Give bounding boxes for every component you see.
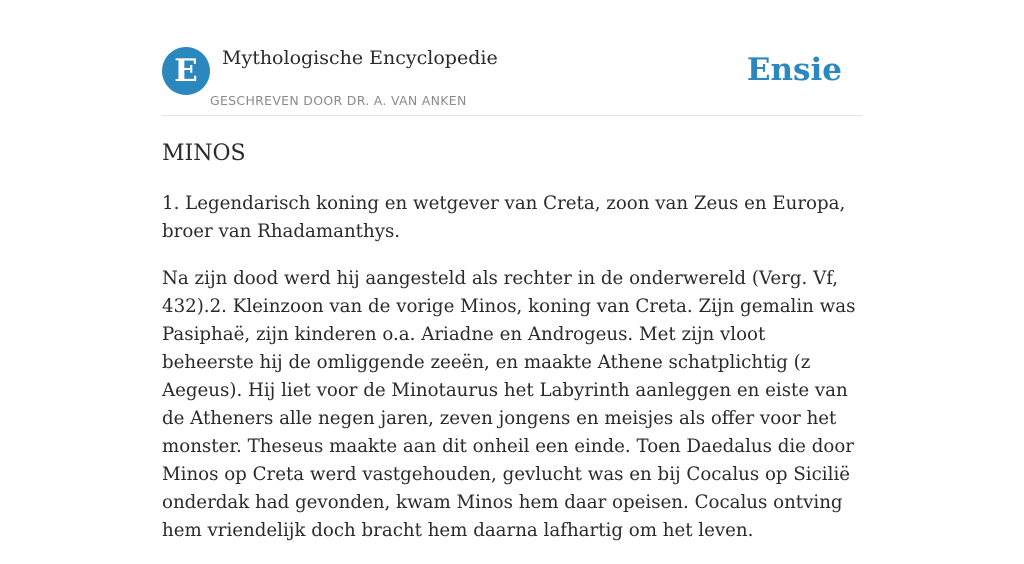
entry-paragraph: 1. Legendarisch koning en wetgever van Creta, zoon van Zeus en Europa, broer van Rhadamanthys. — [162, 193, 846, 242]
header — [162, 46, 862, 116]
entry-title: MINOS — [162, 141, 246, 166]
encyclopedia-logo[interactable]: E — [162, 47, 210, 95]
ensie-brand-logo[interactable]: Ensie — [746, 52, 842, 88]
book-title[interactable]: Mythologische Encyclopedie — [222, 47, 498, 69]
entry-content — [162, 138, 862, 564]
author-line: GESCHREVEN DOOR DR. A. VAN ANKEN — [210, 93, 467, 108]
entry-paragraph: Na zijn dood werd hij aangesteld als rechter in de onderwereld (Verg. Vf, 432).2. Kleinzoon van de vorige Minos, koning van Creta. Zijn gemalin was Pasiphaë, zijn kinderen o.a. Ariadne en Androgeus. Met zijn vloot beheerste hij de omliggende zeeën, en maakte Athene schatplichtig (z Aegeus). Hij liet voor de Minotaurus het Labyrinth aanleggen en eiste van de Atheners alle negen jaren, zeven jongens en meisjes als offer voor het monster. Theseus maakte aan dit onheil een einde. Toen Daedalus die door Minos op Creta werd vastgehouden, gevlucht was en bij Cocalus op Sicilië onderdak had gevonden, kwam Minos hem daar opeisen. Cocalus ontving hem vriendelijk doch bracht hem daarna lafhartig om het leven. — [162, 268, 856, 541]
